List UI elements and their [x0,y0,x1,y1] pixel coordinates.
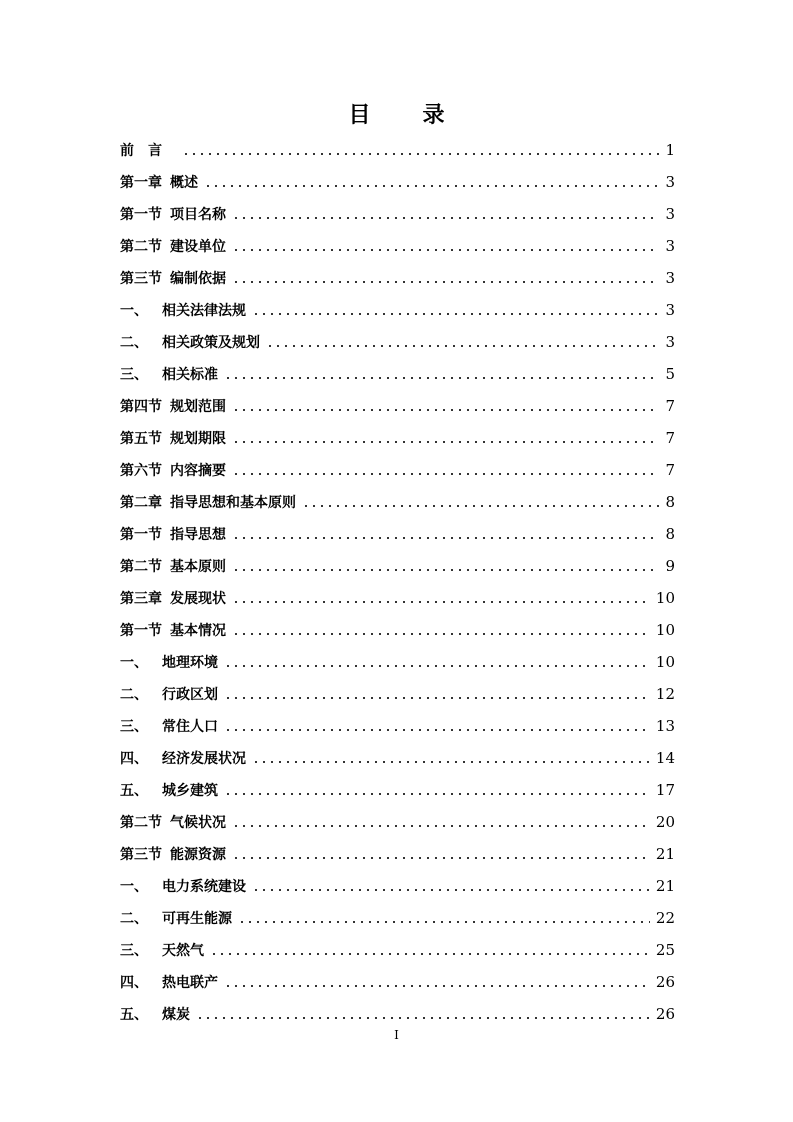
toc-entry[interactable] [120,326,675,358]
dot-leader [232,409,659,411]
page-footer-number: I [394,1028,399,1042]
toc-entry-number: 第四节 [120,399,162,415]
toc-entry-page-number: 10 [655,589,675,607]
toc-entry-number: 二、 [120,335,148,351]
toc-entry-number: 三、 [120,719,148,735]
toc-entry[interactable] [120,742,675,774]
toc-entry-number: 第二节 [120,239,162,255]
toc-entry-number: 三、 [120,943,148,959]
toc-entry[interactable] [120,486,675,518]
toc-entry-page-number: 9 [665,557,675,575]
toc-entry-number: 第二节 [120,815,162,831]
dot-leader [204,185,659,187]
toc-entry[interactable] [120,294,675,326]
toc-entry-page-number: 14 [655,749,675,767]
dot-leader [224,729,650,731]
toc-entry-title: 基本情况 [170,623,226,639]
toc-entry-title: 内容摘要 [170,463,226,479]
dot-leader [232,217,659,219]
toc-entry[interactable] [120,646,675,678]
toc-entry-title: 电力系统建设 [162,879,246,895]
toc-entry-number: 第二章 [120,495,162,511]
toc-entry-title: 行政区划 [162,687,218,703]
toc-entry-page-number: 21 [655,845,675,863]
toc-entry-page-number: 3 [665,237,675,255]
toc-entry-title: 规划期限 [170,431,226,447]
dot-leader [224,697,650,699]
toc-entry-number: 第一章 [120,175,162,191]
toc-entry-title: 可再生能源 [162,911,232,927]
dot-leader [232,537,659,539]
dot-leader [232,569,659,571]
toc-entry-page-number: 7 [665,429,675,447]
dot-leader [224,985,650,987]
toc-entry-number: 一、 [120,303,148,319]
toc-entry[interactable] [120,614,675,646]
toc-entry[interactable] [120,710,675,742]
dot-leader [232,825,650,827]
toc-entry-page-number: 7 [665,397,675,415]
toc-entry-title: 相关政策及规划 [162,335,260,351]
toc-entry-page-number: 13 [655,717,675,735]
toc-entry-page-number: 3 [665,205,675,223]
dot-leader [232,441,659,443]
toc-entry-title: 热电联产 [162,975,218,991]
dot-leader [224,377,659,379]
toc-entry-number: 第五节 [120,431,162,447]
toc-entry[interactable] [120,806,675,838]
toc-entry[interactable] [120,870,675,902]
toc-entry-number: 第六节 [120,463,162,479]
toc-entry-number: 第一节 [120,623,162,639]
table-of-contents [120,134,675,1030]
toc-entry-page-number: 26 [655,973,675,991]
toc-entry-number: 第三节 [120,847,162,863]
toc-entry-page-number: 3 [665,173,675,191]
toc-entry[interactable] [120,262,675,294]
toc-entry-page-number: 26 [655,1005,675,1023]
toc-entry-number: 五、 [120,1007,148,1023]
dot-leader [252,889,650,891]
dot-leader [232,633,650,635]
toc-entry-page-number: 7 [665,461,675,479]
toc-entry[interactable] [120,838,675,870]
dot-leader [232,857,650,859]
toc-entry-page-number: 17 [655,781,675,799]
toc-entry-title: 城乡建筑 [162,783,218,799]
toc-entry[interactable] [120,422,675,454]
toc-entry[interactable] [120,230,675,262]
dot-leader [232,473,659,475]
toc-entry-number: 第三章 [120,591,162,607]
toc-entry-title: 指导思想 [170,527,226,543]
toc-entry[interactable] [120,518,675,550]
toc-entry-title: 概述 [170,175,198,191]
toc-entry[interactable] [120,998,675,1030]
toc-entry[interactable] [120,166,675,198]
toc-entry[interactable] [120,582,675,614]
toc-entry[interactable] [120,134,675,166]
toc-entry-page-number: 1 [665,141,675,159]
toc-entry-number: 三、 [120,367,148,383]
toc-entry-title: 气候状况 [170,815,226,831]
toc-entry-title: 天然气 [162,943,204,959]
toc-entry-page-number: 5 [665,365,675,383]
toc-entry-number: 二、 [120,687,148,703]
dot-leader [224,793,650,795]
toc-entry-number: 四、 [120,975,148,991]
dot-leader [196,1017,650,1019]
toc-entry-title: 发展现状 [170,591,226,607]
toc-entry-page-number: 3 [665,301,675,319]
toc-entry-title: 地理环境 [162,655,218,671]
toc-entry-page-number: 12 [655,685,675,703]
dot-leader [232,249,659,251]
toc-entry-page-number: 10 [655,653,675,671]
toc-entry[interactable] [120,774,675,806]
toc-entry-title: 经济发展状况 [162,751,246,767]
toc-entry-number: 一、 [120,879,148,895]
dot-leader [252,313,659,315]
toc-entry-number: 一、 [120,655,148,671]
toc-entry-number: 第二节 [120,559,162,575]
toc-entry-title: 煤炭 [162,1007,190,1023]
toc-entry-number: 前言 [120,143,176,159]
toc-entry-title: 常住人口 [162,719,218,735]
toc-entry-title: 项目名称 [170,207,226,223]
toc-entry-page-number: 10 [655,621,675,639]
toc-entry-number: 二、 [120,911,148,927]
toc-entry[interactable] [120,902,675,934]
dot-leader [210,953,650,955]
toc-entry-number: 第三节 [120,271,162,287]
toc-entry[interactable] [120,390,675,422]
dot-leader [232,281,659,283]
toc-entry-page-number: 8 [665,525,675,543]
toc-entry-title: 指导思想和基本原则 [170,495,296,511]
dot-leader [182,153,659,155]
toc-entry-title: 规划范围 [170,399,226,415]
toc-entry-title: 建设单位 [170,239,226,255]
toc-entry-number: 四、 [120,751,148,767]
toc-entry-page-number: 25 [655,941,675,959]
dot-leader [224,665,650,667]
toc-entry[interactable] [120,678,675,710]
toc-entry-page-number: 3 [665,333,675,351]
toc-entry-title: 相关法律法规 [162,303,246,319]
toc-entry-title: 编制依据 [170,271,226,287]
toc-entry-page-number: 8 [665,493,675,511]
toc-entry-title: 相关标准 [162,367,218,383]
dot-leader [238,921,650,923]
dot-leader [302,505,659,507]
toc-entry-number: 五、 [120,783,148,799]
toc-entry-page-number: 3 [665,269,675,287]
toc-entry-page-number: 22 [655,909,675,927]
toc-entry-page-number: 20 [655,813,675,831]
toc-entry-title: 基本原则 [170,559,226,575]
toc-entry-page-number: 21 [655,877,675,895]
toc-entry[interactable] [120,198,675,230]
page-title: 目录 [348,102,497,128]
toc-entry[interactable] [120,966,675,998]
toc-entry[interactable] [120,358,675,390]
toc-entry-number: 第一节 [120,207,162,223]
toc-entry[interactable] [120,550,675,582]
toc-entry-number: 第一节 [120,527,162,543]
dot-leader [266,345,659,347]
toc-entry[interactable] [120,934,675,966]
dot-leader [232,601,650,603]
toc-entry[interactable] [120,454,675,486]
dot-leader [252,761,650,763]
toc-entry-title: 能源资源 [170,847,226,863]
